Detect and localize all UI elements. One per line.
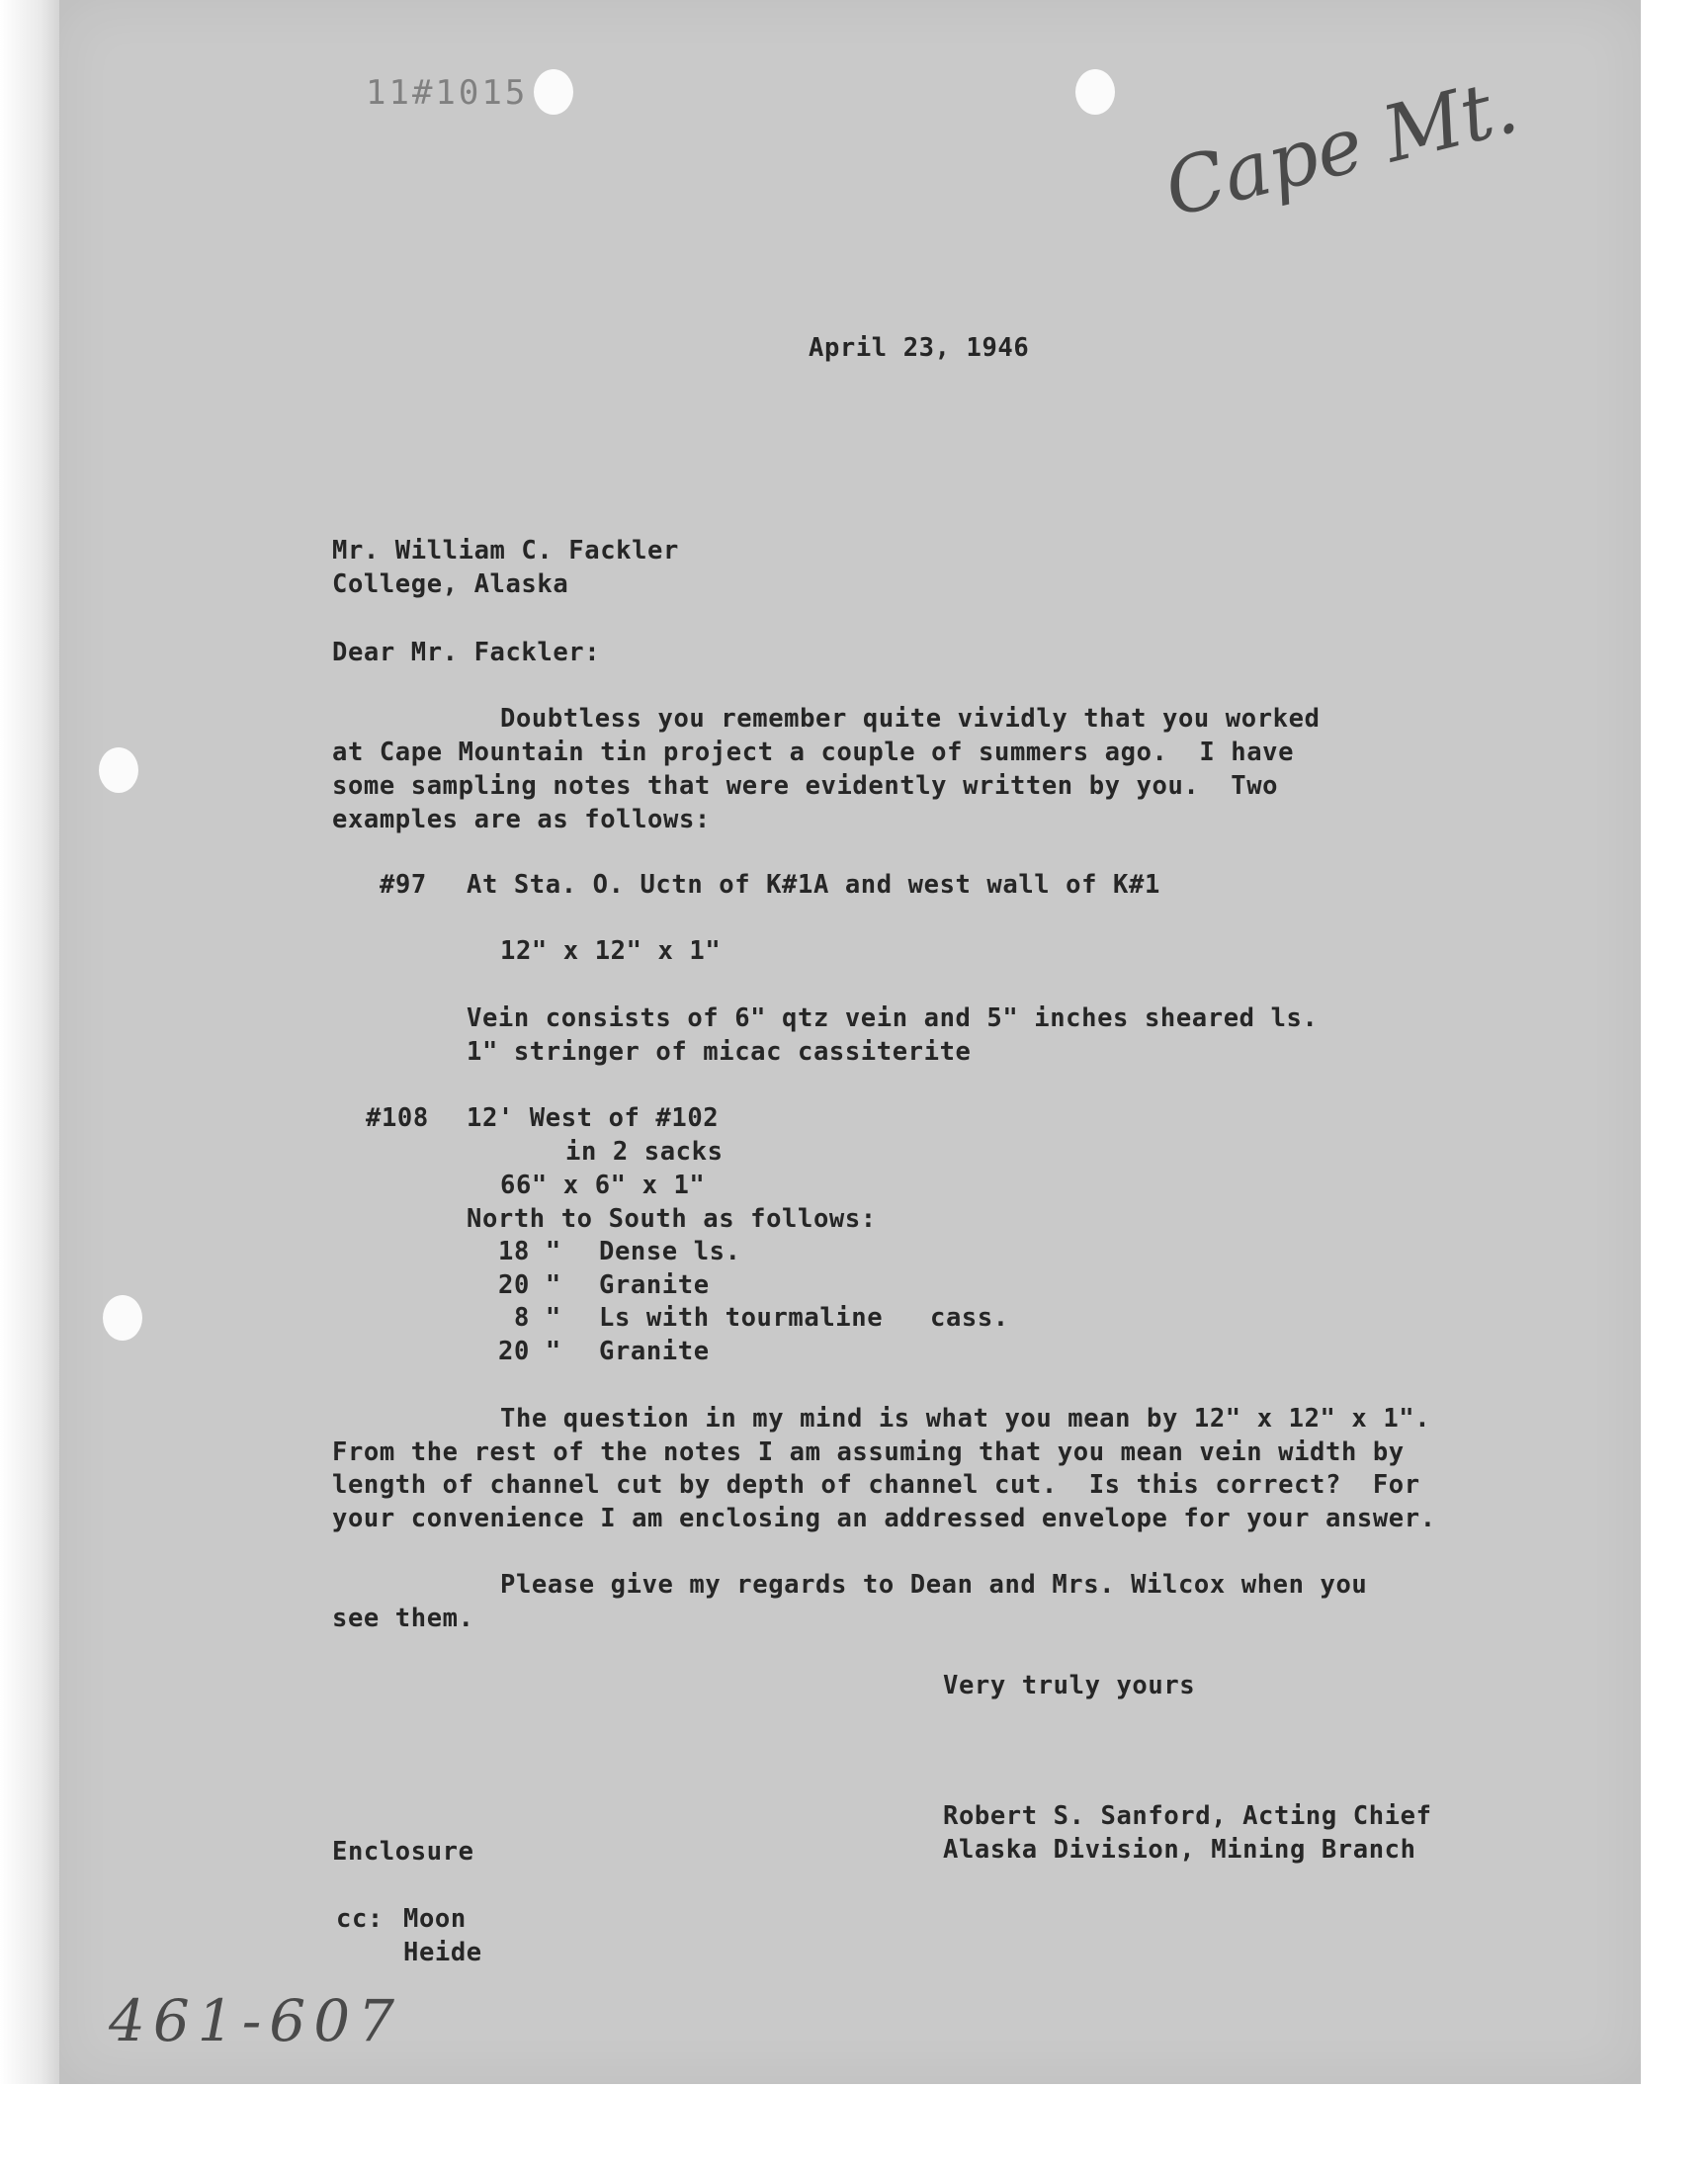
letter-date: April 23, 1946: [809, 333, 1030, 363]
para1-line: some sampling notes that were evidently written by you. Two: [332, 771, 1279, 801]
sample-97-location: At Sta. O. Uctn of K#1A and west wall of K#1: [467, 870, 1160, 900]
cc-recipient: Heide: [403, 1938, 482, 1967]
layer-size: 18 ": [498, 1237, 561, 1266]
signature-name: Robert S. Sanford, Acting Chief: [943, 1801, 1432, 1831]
para3-line: Please give my regards to Dean and Mrs. Wilcox when you: [500, 1570, 1368, 1600]
punch-hole-left-lower: [103, 1295, 142, 1341]
page-left-edge: [0, 0, 59, 2084]
layer-description: Ls with tourmaline cass.: [599, 1303, 1009, 1333]
para2-line: The question in my mind is what you mean by 12" x 12" x 1".: [500, 1404, 1431, 1434]
para1-line: Doubtless you remember quite vividly that you worked: [500, 704, 1321, 734]
salutation: Dear Mr. Fackler:: [332, 638, 601, 667]
layer-size: 8 ": [498, 1303, 561, 1333]
layer-size: 20 ": [498, 1270, 561, 1300]
file-number-stamp: 11#1015: [366, 73, 529, 113]
para2-line: length of channel cut by depth of channel cut. Is this correct? For: [332, 1470, 1420, 1500]
sample-97-note: 1" stringer of micac cassiterite: [467, 1037, 972, 1067]
cc-label: cc:: [336, 1904, 384, 1934]
layer-description: Granite: [599, 1337, 710, 1366]
signature-title: Alaska Division, Mining Branch: [943, 1835, 1416, 1865]
punch-hole-left-upper: [99, 747, 138, 793]
recipient-name: Mr. William C. Fackler: [332, 536, 679, 566]
handwritten-note-top: Cape Mt.: [1156, 61, 1527, 235]
para1-line: at Cape Mountain tin project a couple of summers ago. I have: [332, 738, 1295, 767]
layer-description: Dense ls.: [599, 1237, 741, 1266]
sample-97-dimensions: 12" x 12" x 1": [500, 936, 722, 966]
para3-line: see them.: [332, 1604, 474, 1633]
punch-hole-top-right: [1075, 69, 1115, 115]
recipient-address: College, Alaska: [332, 569, 569, 599]
layer-description: Granite: [599, 1270, 710, 1300]
sample-108-location: 12' West of #102: [467, 1103, 720, 1133]
sample-108-sacks: in 2 sacks: [565, 1137, 724, 1167]
cc-recipient: Moon: [403, 1904, 467, 1934]
sample-97-note: Vein consists of 6" qtz vein and 5" inches sheared ls.: [467, 1003, 1319, 1033]
enclosure-note: Enclosure: [332, 1837, 474, 1867]
sample-108-id: #108: [366, 1103, 429, 1133]
punch-hole-top-left: [534, 69, 573, 115]
sample-108-direction: North to South as follows:: [467, 1204, 877, 1234]
para1-line: examples are as follows:: [332, 805, 711, 834]
layer-size: 20 ": [498, 1337, 561, 1366]
sample-108-dimensions: 66" x 6" x 1": [500, 1171, 706, 1200]
sample-97-id: #97: [380, 870, 427, 900]
handwritten-note-bottom: 461-607: [109, 1987, 403, 2054]
closing: Very truly yours: [943, 1671, 1196, 1700]
para2-line: your convenience I am enclosing an addressed envelope for your answer.: [332, 1504, 1436, 1533]
para2-line: From the rest of the notes I am assuming that you mean vein width by: [332, 1437, 1405, 1467]
